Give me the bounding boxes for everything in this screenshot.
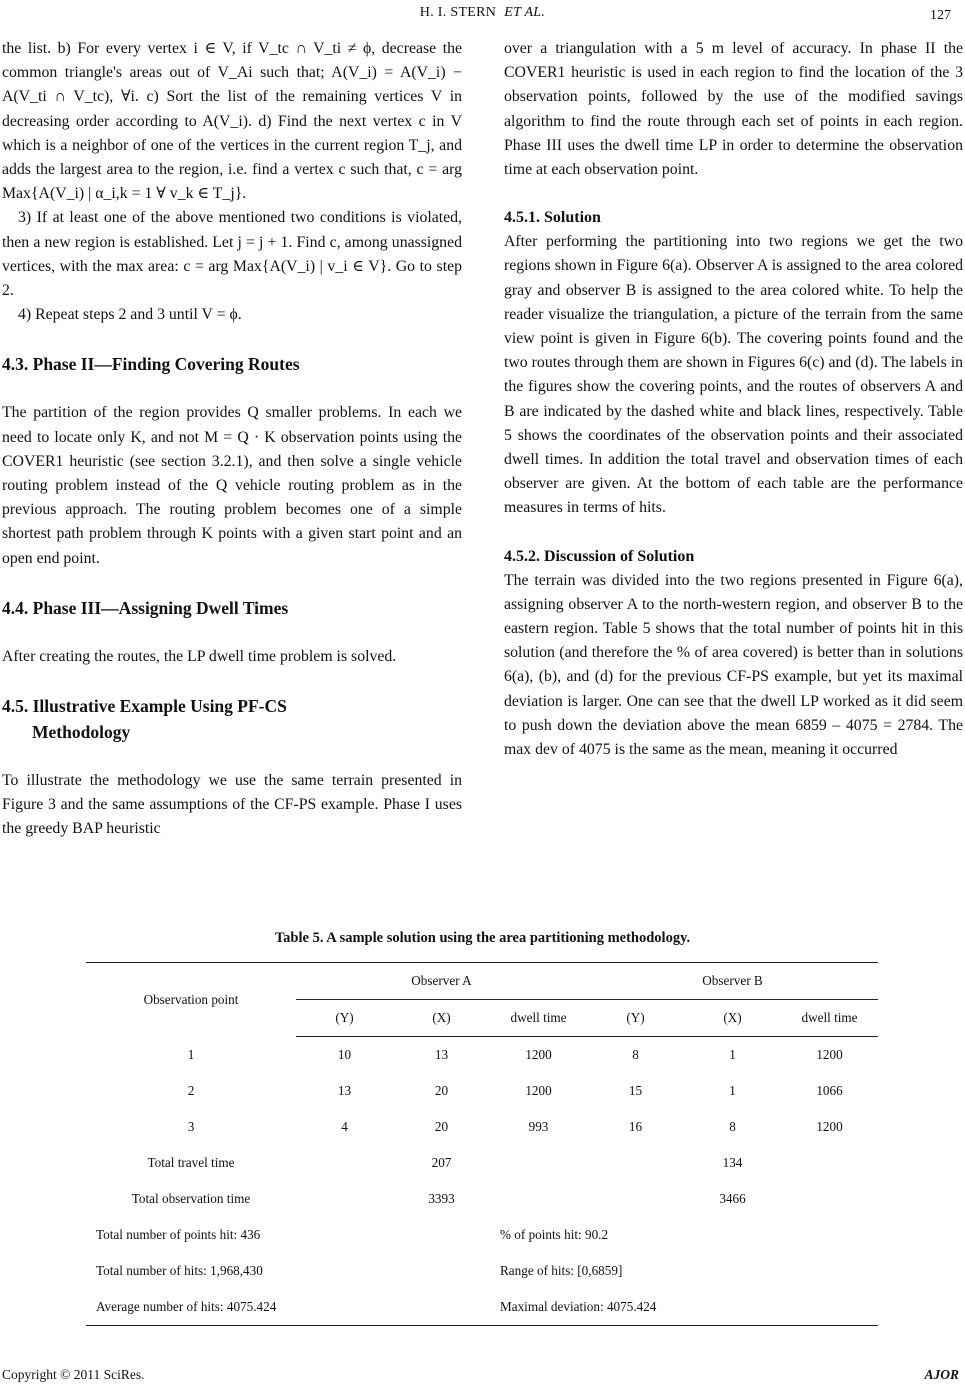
cell-point: 3 [187,1119,195,1134]
header-b-dwell: dwell time [781,1000,878,1037]
left-paragraph-5: After creating the routes, the LP dwell time problem is solved. [2,647,397,665]
total-observation-label: Total observation time [131,1191,251,1206]
header-observation-point: Observation point [86,963,296,1037]
left-column [2,37,462,842]
cell-point: 1 [187,1046,195,1062]
cell-point: 2 [187,1083,195,1098]
header-a-y: (Y) [296,1000,393,1037]
results-table [86,962,878,1326]
right-paragraph-2: After performing the partitioning into two regions we get the two regions shown in Figure 6(a). Observer A is assigned to the area colored gray and observer B is assigned to the area colored white. To help the reader visualize the triangulation, a picture of the terrain from the same view point is given in Figure 6(b). The covering points found and the two routes through them are shown in Figures 6(c) and (d). The labels in the figures show the covering points, and the routes of observers A and B are indicated by the dashed white and black lines, respectively. Table 5 shows the coordinates of the observation points and their associated dwell times. In addition the total travel and observation times of each observer are given. At the bottom of each table are the performance measures in terms of hits. [504,233,963,517]
cell-b-x: 8 [729,1119,736,1134]
header-b-x: (X) [684,1000,781,1037]
cell-b-y: 8 [632,1047,639,1062]
page-number: 127 [930,8,951,23]
cell-a-x: 13 [434,1047,449,1062]
left-paragraph-2: 3) If at least one of the above mentioned two conditions is violated, then a new region is established. Let j = j + 1. Find c, among unassigned vertices, with the max area: c = arg Max{A(V_i) | v_i ∈ V}. Go to step 2. [2,209,462,300]
summary-range-hits: Range of hits: [0,6859] [500,1263,623,1278]
footer-journal: AJOR [924,1367,959,1382]
subsection-heading-4-5-2: 4.5.2. Discussion of Solution [504,547,695,565]
subsection-heading-4-5-1: 4.5.1. Solution [504,209,601,227]
total-observation-a: 3393 [428,1191,455,1206]
table-row [86,1073,878,1109]
table-row [86,1109,878,1145]
header-b-y: (Y) [587,1000,684,1037]
cell-a-y: 10 [337,1047,352,1062]
header-observer-b: Observer B [587,963,878,1000]
table-row [86,1037,878,1074]
cell-a-dwell: 1200 [525,1083,552,1098]
cell-a-dwell: 993 [528,1119,549,1134]
page-header [0,2,965,26]
total-travel-row [86,1145,878,1181]
right-paragraph-3: The terrain was divided into the two regions presented in Figure 6(a), assigning observer A to the north-western region, and observer B to the eastern region. Table 5 shows that the total number of points hit in this solution (and therefore the % of area covered) is better than in solutions 6(a), (b), and (d) for the previous CF-PS example, but yet its maximal deviation is larger. One can see that the dwell LP worked as it did seem to push down the deviation above the mean 6859 – 4075 = 2784. The max dev of 4075 is the same as the mean, meaning it occurred [504,571,963,759]
cell-b-x: 1 [729,1083,736,1098]
right-column [504,37,963,762]
header-observer-a: Observer A [296,963,587,1000]
footer-copyright: Copyright © 2011 SciRes. [2,1367,145,1382]
total-travel-label: Total travel time [147,1155,235,1170]
cell-a-dwell: 1200 [525,1047,552,1062]
cell-a-y: 13 [337,1083,352,1098]
summary-points-hit: Total number of points hit: 436 [96,1227,261,1242]
summary-row-2 [86,1253,878,1289]
cell-a-x: 20 [434,1119,449,1134]
summary-num-hits: Total number of hits: 1,968,430 [96,1263,263,1278]
left-paragraph-6: To illustrate the methodology we use the same terrain presented in Figure 3 and the same assumptions of the CF-PS example. Phase I uses the greedy BAP heuristic [2,772,462,838]
header-a-x: (X) [393,1000,490,1037]
summary-row-3 [86,1289,878,1326]
cell-b-dwell: 1066 [816,1083,843,1098]
left-paragraph-1: the list. b) For every vertex i ∈ V, if V_tc ∩ V_ti ≠ ϕ, decrease the common triangle's areas out of V_Ai such that; A(V_i) = A(V_i) − A(V_ti ∩ V_tc), ∀i. c) Sort the list of the remaining vertices V in decreasing order according to A(V_i). d) Find the next vertex c in V which is a neighbor of one of the vertices in the current region T_j, and adds the largest area to the region, i.e. find a vertex c such that, c = arg Max{A(V_i) | α_i,k = 1 ∀ v_k ∈ T_j}. [2,40,462,203]
running-head-etal: ET AL. [504,5,546,20]
total-travel-a: 207 [431,1155,452,1170]
left-paragraph-3: 4) Repeat steps 2 and 3 until V = ϕ. [18,306,242,324]
cell-a-x: 20 [434,1083,449,1098]
cell-b-dwell: 1200 [816,1119,843,1134]
cell-b-x: 1 [729,1047,736,1062]
left-paragraph-4: The partition of the region provides Q smaller problems. In each we need to locate only K, and not M = Q · K observation points using the COVER1 heuristic (see section 3.2.1), and then solve a single vehicle routing problem instead of the Q vehicle routing problem as in the previous approach. The routing problem becomes one of a simple shortest path problem through K points with a given start point and an open end point. [2,404,462,567]
total-observation-row [86,1181,878,1217]
total-observation-b: 3466 [719,1191,746,1206]
running-head [0,5,965,21]
cell-b-dwell: 1200 [816,1047,843,1062]
running-head-authors: H. I. STERN [419,5,497,20]
header-a-dwell: dwell time [490,1000,587,1037]
section-heading-4-5-line1: 4.5. Illustrative Example Using PF-CS [2,696,287,717]
summary-pct-hit: % of points hit: 90.2 [500,1227,609,1242]
summary-max-dev: Maximal deviation: 4075.424 [490,1289,878,1326]
section-heading-4-5-line2: Methodology [32,722,131,743]
table-caption: Table 5. A sample solution using the area partitioning methodology. [274,930,691,946]
section-heading-4-4: 4.4. Phase III—Assigning Dwell Times [2,597,289,618]
total-travel-b: 134 [722,1155,743,1170]
right-paragraph-1: over a triangulation with a 5 m level of accuracy. In phase II the COVER1 heuristic is used in each region to find the location of the 3 observation points, followed by the use of the modified savings algorithm to find the route through each set of points in each region. Phase III uses the dwell time LP in order to determine the observation time at each observation point. [504,40,963,179]
cell-a-y: 4 [341,1119,348,1134]
cell-b-y: 15 [628,1083,643,1098]
summary-avg-hits: Average number of hits: 4075.424 [86,1289,490,1326]
section-heading-4-3: 4.3. Phase II—Finding Covering Routes [2,354,300,375]
summary-row-1 [86,1217,878,1253]
cell-b-y: 16 [628,1119,643,1134]
